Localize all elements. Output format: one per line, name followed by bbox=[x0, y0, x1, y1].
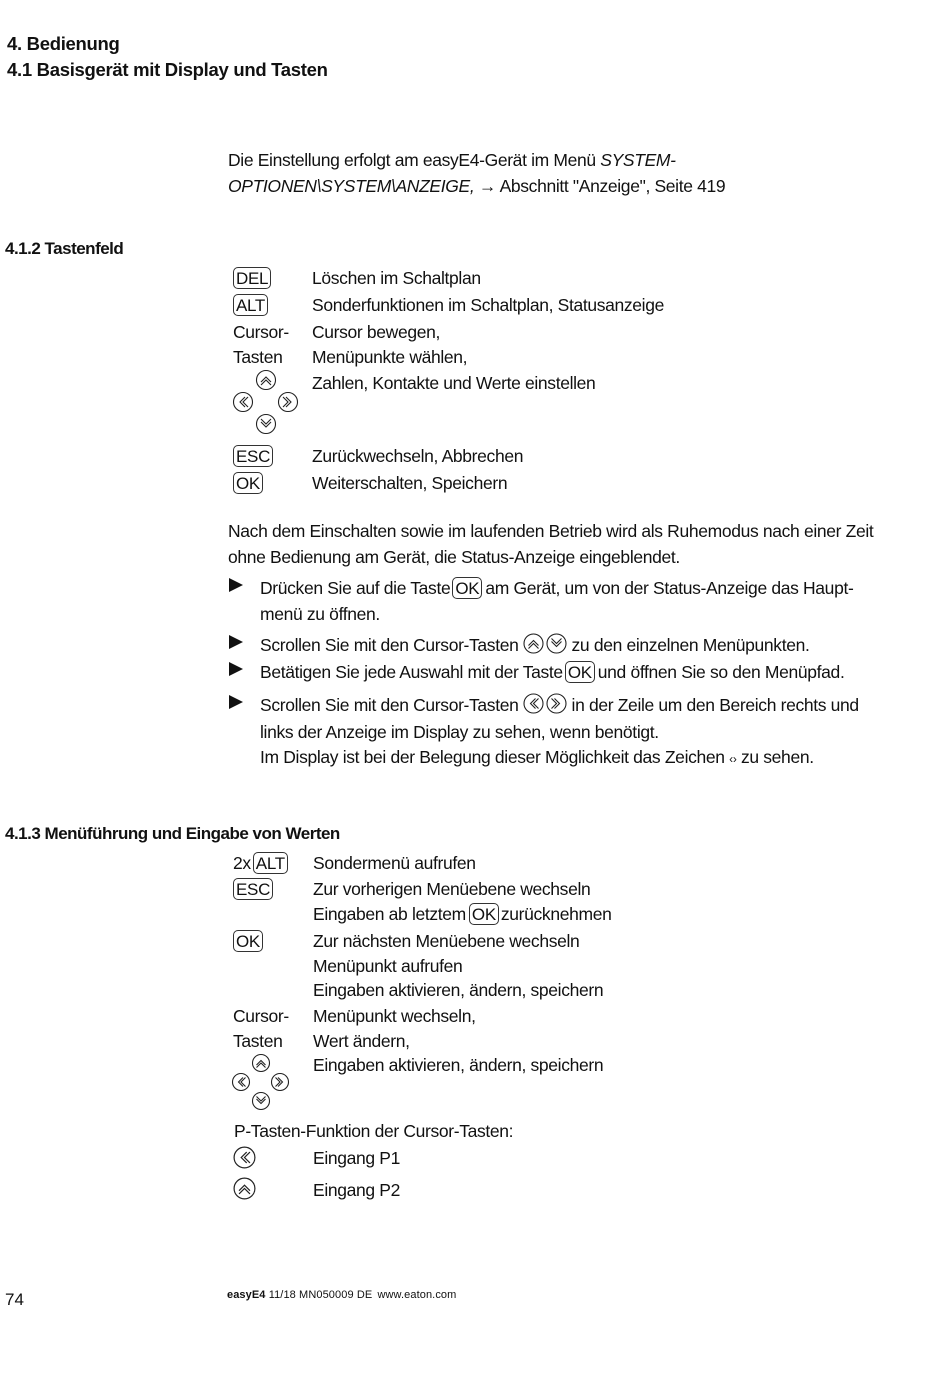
cursor-desc-3: Zahlen, Kontakte und Werte einstellen bbox=[312, 373, 596, 393]
ok-key-icon: OK bbox=[233, 472, 263, 494]
cursor-desc-1: Cursor bewegen, bbox=[312, 322, 441, 342]
menu-esc-desc-1: Zur vorherigen Menüebene wechseln bbox=[313, 879, 591, 899]
menu-esc-row bbox=[233, 876, 273, 902]
cursor-label-2: Tasten bbox=[233, 347, 283, 367]
alt-description: Sonderfunktionen im Schaltplan, Statusanzeige bbox=[312, 295, 664, 315]
reference-link[interactable]: Abschnitt "Anzeige", Seite 419 bbox=[499, 176, 726, 196]
step-3-arrow-icon bbox=[229, 662, 243, 681]
step-4-arrow-icon bbox=[229, 695, 243, 714]
step-2-arrow-icon bbox=[229, 635, 243, 654]
esc-description: Zurückwechseln, Abbrechen bbox=[312, 446, 524, 466]
ok-key-icon: OK bbox=[233, 930, 263, 952]
section-heading: 4.1 Basisgerät mit Display und Tasten bbox=[7, 59, 328, 80]
menu-ok-desc-1: Zur nächsten Menüebene wechseln bbox=[313, 931, 580, 951]
del-key-icon: DEL bbox=[233, 267, 271, 289]
page-number: 74 bbox=[5, 1290, 24, 1309]
footer-info bbox=[227, 1289, 456, 1301]
alt-key-icon: ALT bbox=[233, 294, 268, 316]
step-2-line: Scrollen Sie mit den Cursor-Tasten zu den einzelnen Menüpunkten. bbox=[260, 635, 810, 655]
menu-ok-desc-2: Menüpunkt aufrufen bbox=[313, 956, 463, 976]
key-ok-row bbox=[233, 470, 263, 496]
reference-arrow-icon: → bbox=[478, 176, 497, 196]
ok-description: Weiterschalten, Speichern bbox=[312, 473, 508, 493]
alt-twice-description: Sondermenü aufrufen bbox=[313, 853, 476, 873]
menu-cursor-label-2: Tasten bbox=[233, 1031, 283, 1051]
ok-key-icon: OK bbox=[565, 661, 595, 683]
status-para-line-1: Nach dem Einschalten sowie im laufenden Betrieb wird als Ruhemodus nach einer Zeit bbox=[228, 521, 874, 541]
status-para-line-2: ohne Bedienung am Gerät, die Status-Anzeige eingeblendet. bbox=[228, 547, 680, 567]
cursor-desc-2: Menüpunkte wählen, bbox=[312, 347, 468, 367]
menu-cursor-keys-svg bbox=[231, 1053, 291, 1111]
footer-product: easyE4 bbox=[227, 1289, 266, 1301]
ok-key-icon: OK bbox=[469, 903, 499, 925]
menu-esc-desc-2: Eingaben ab letztem OK zurücknehmen bbox=[313, 904, 612, 924]
cursor-label-1: Cursor- bbox=[233, 322, 289, 342]
p2-description: Eingang P2 bbox=[313, 1180, 400, 1200]
esc-key-icon: ESC bbox=[233, 445, 273, 467]
key-alt-row bbox=[233, 292, 268, 318]
key-del-row bbox=[233, 265, 271, 291]
step-1-line-1: Drücken Sie auf die Taste OK am Gerät, um von der Status-Anzeige das Haupt- bbox=[260, 578, 854, 598]
menu-cursor-desc-1: Menüpunkt wechseln, bbox=[313, 1006, 476, 1026]
menu-cursor-keys-cross-icon bbox=[231, 1053, 291, 1111]
menu-ok-desc-3: Eingaben aktivieren, ändern, speichern bbox=[313, 980, 604, 1000]
menu-path-part-1: SYSTEM- bbox=[600, 150, 676, 170]
menu-cursor-desc-2: Wert ändern, bbox=[313, 1031, 410, 1051]
p-keys-heading: P-Tasten-Funktion der Cursor-Tasten: bbox=[234, 1121, 514, 1141]
p1-left-key-icon bbox=[233, 1146, 256, 1171]
footer-doc-info: 11/18 MN050009 DE bbox=[268, 1289, 373, 1301]
intro-line-2 bbox=[228, 173, 725, 199]
chapter-heading: 4. Bedienung bbox=[7, 33, 120, 54]
p1-description: Eingang P1 bbox=[313, 1148, 400, 1168]
cursor-keys-svg bbox=[232, 369, 300, 435]
menu-cursor-label-1: Cursor- bbox=[233, 1006, 289, 1026]
menu-cursor-desc-3: Eingaben aktivieren, ändern, speichern bbox=[313, 1055, 604, 1075]
step-1-line-2: menü zu öffnen. bbox=[260, 604, 380, 624]
step-4-line-1: Scrollen Sie mit den Cursor-Tasten in der Zeile um den Bereich rechts und bbox=[260, 695, 859, 715]
ok-key-icon: OK bbox=[452, 577, 482, 599]
esc-key-icon: ESC bbox=[233, 878, 273, 900]
step-3-line: Betätigen Sie jede Auswahl mit der Taste OK und öffnen Sie so den Menüpfad. bbox=[260, 662, 845, 682]
del-description: Löschen im Schaltplan bbox=[312, 268, 481, 288]
cursor-down-icon bbox=[546, 633, 567, 654]
alt-key-icon: ALT bbox=[253, 852, 288, 874]
scroll-indicator-icon: ‹› bbox=[729, 752, 737, 766]
cursor-right-icon bbox=[546, 693, 567, 714]
cursor-keys-cross-icon bbox=[232, 369, 300, 435]
p2-up-key-icon bbox=[233, 1177, 256, 1202]
footer-url[interactable]: www.eaton.com bbox=[377, 1289, 457, 1301]
cursor-up-icon bbox=[523, 633, 544, 654]
tastenfeld-heading: 4.1.2 Tastenfeld bbox=[5, 239, 124, 258]
alt-twice-row: 2x ALT bbox=[233, 850, 288, 876]
key-esc-row bbox=[233, 443, 273, 469]
menu-heading: 4.1.3 Menüführung und Eingabe von Werten bbox=[5, 824, 340, 843]
menu-path-part-2: OPTIONEN\SYSTEM\ANZEIGE, bbox=[228, 176, 475, 196]
cursor-left-icon bbox=[523, 693, 544, 714]
step-1-arrow-icon bbox=[229, 578, 243, 597]
step-4-line-3: Im Display ist bei der Belegung dieser Möglichkeit das Zeichen ‹› zu sehen. bbox=[260, 747, 814, 767]
step-4-line-2: links der Anzeige im Display zu sehen, wenn benötigt. bbox=[260, 722, 659, 742]
menu-ok-row bbox=[233, 928, 263, 954]
intro-line-1: Die Einstellung erfolgt am easyE4-Gerät im Menü SYSTEM- bbox=[228, 150, 676, 170]
